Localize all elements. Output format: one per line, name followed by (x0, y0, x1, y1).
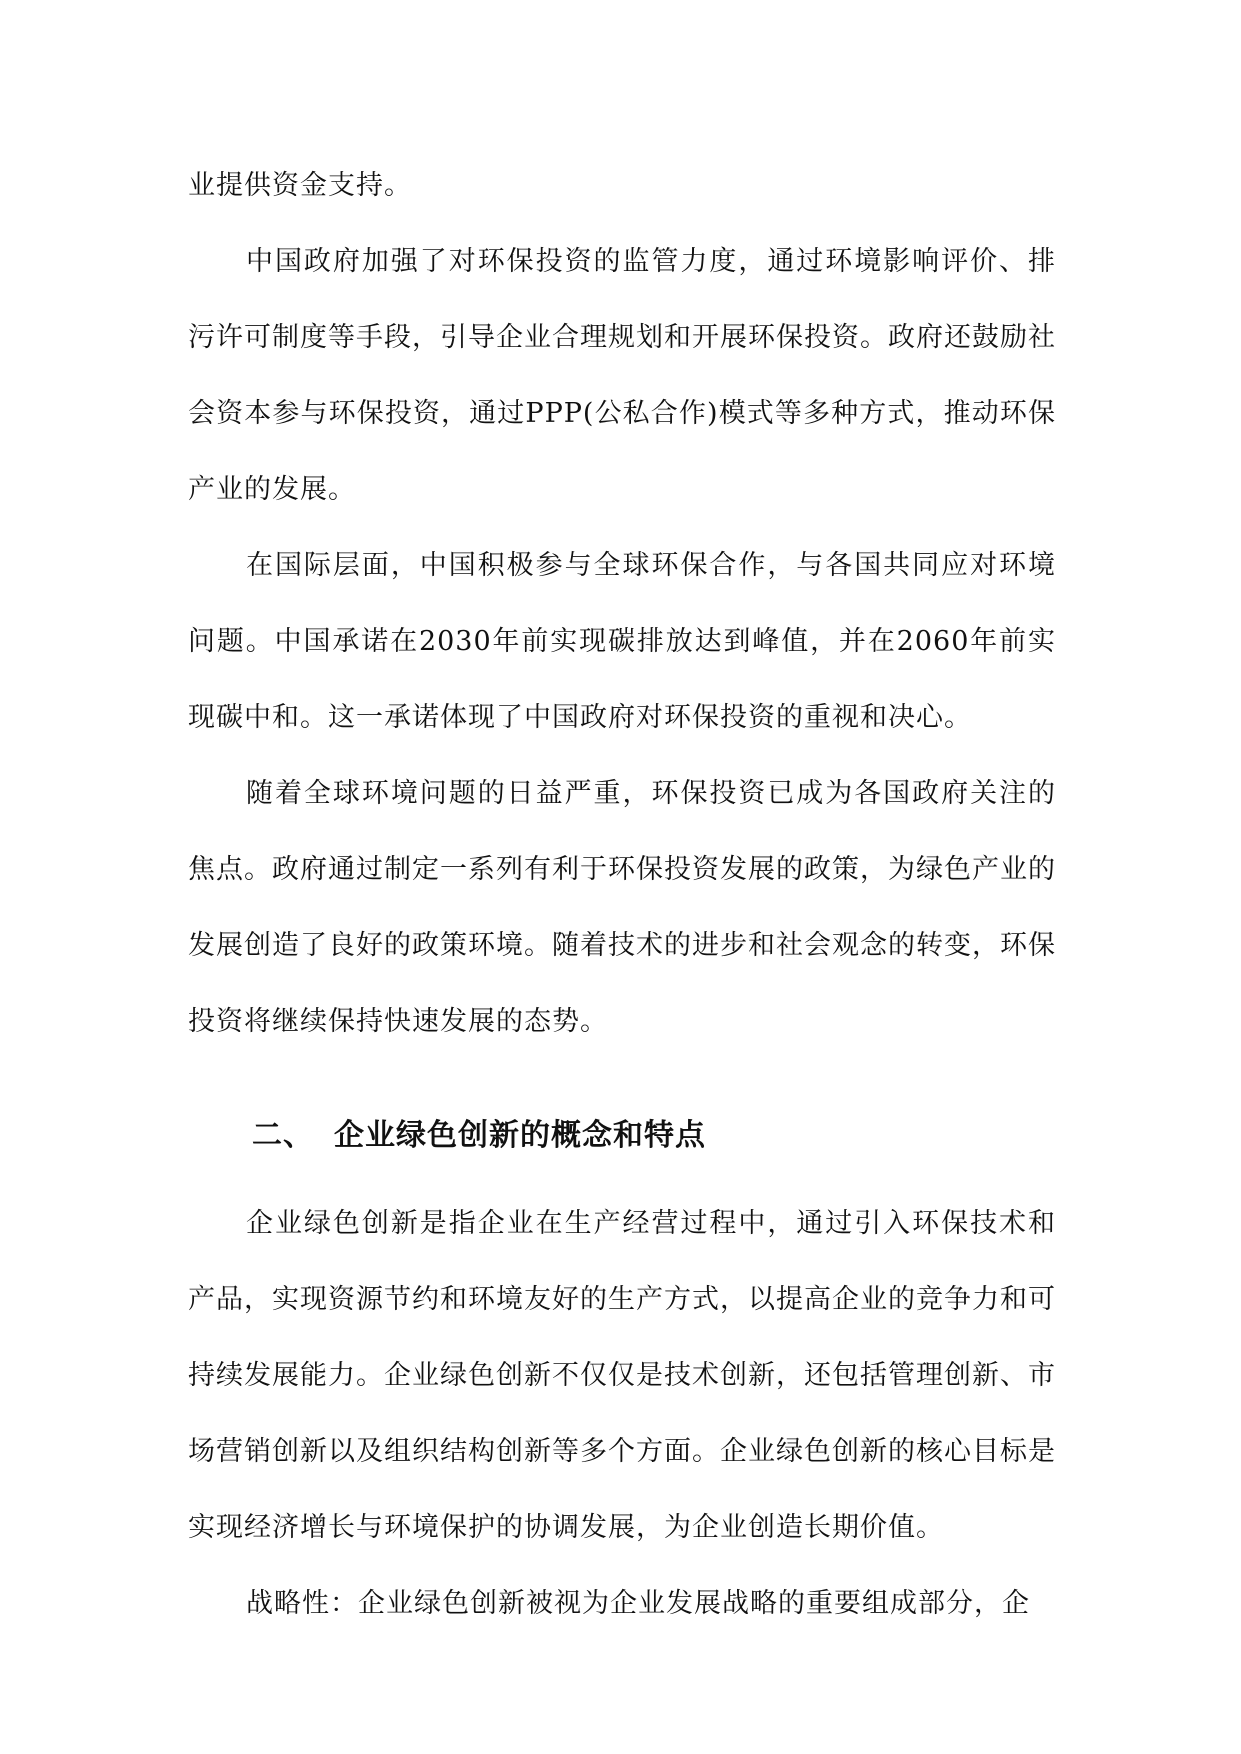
paragraph-continuation: 业提供资金支持。 (188, 170, 412, 201)
section-title: 企业绿色创新的概念和特点 (334, 1118, 706, 1153)
paragraph-government-supervision: 中国政府加强了对环保投资的监管力度，通过环境影响评价、排污许可制度等手段，引导企业合理规划和开展环保投资。政府还鼓励社会资本参与环保投资，通过PPP(公私合作)模式等多种方式，推动环保产业的发展。 (188, 246, 1056, 505)
paragraph-strategic: 战略性：企业绿色创新被视为企业发展战略的重要组成部分，企 (246, 1588, 1030, 1619)
section-number: 二、 (252, 1118, 314, 1153)
paragraph-green-innovation-definition: 企业绿色创新是指企业在生产经营过程中，通过引入环保技术和产品，实现资源节约和环境友好的生产方式，以提高企业的竞争力和可持续发展能力。企业绿色创新不仅仅是技术创新，还包括管理创新、市场营销创新以及组织结构创新等多个方面。企业绿色创新的核心目标是实现经济增长与环境保护的协调发展，为企业创造长期价值。 (188, 1208, 1056, 1543)
paragraph-international-cooperation: 在国际层面，中国积极参与全球环保合作，与各国共同应对环境问题。中国承诺在2030年前实现碳排放达到峰值，并在2060年前实现碳中和。这一承诺体现了中国政府对环保投资的重视和决心。 (188, 550, 1056, 733)
section-heading (252, 1098, 1056, 1174)
document-body (188, 148, 1056, 1642)
paragraph-policy-environment: 随着全球环境问题的日益严重，环保投资已成为各国政府关注的焦点。政府通过制定一系列有利于环保投资发展的政策，为绿色产业的发展创造了良好的政策环境。随着技术的进步和社会观念的转变，环保投资将继续保持快速发展的态势。 (188, 778, 1056, 1037)
